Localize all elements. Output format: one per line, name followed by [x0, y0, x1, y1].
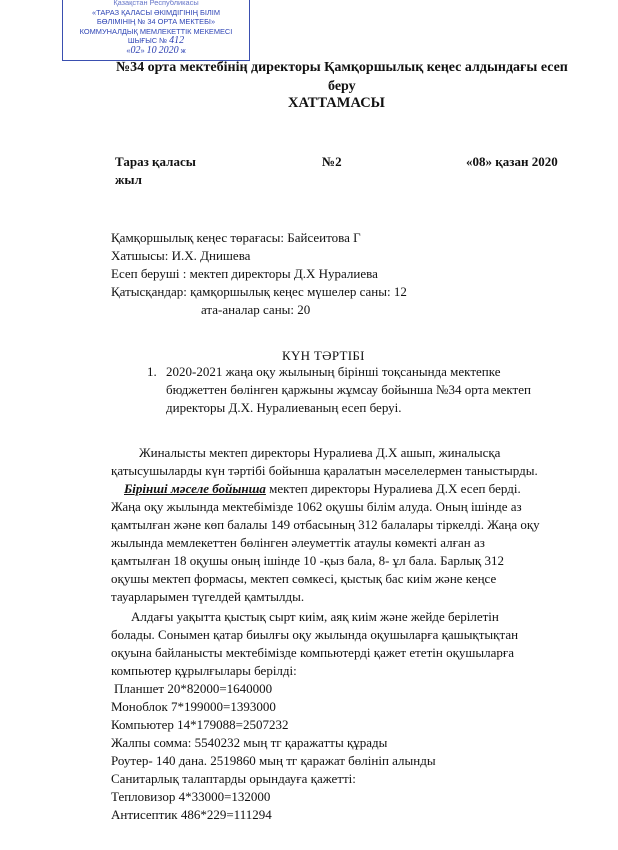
- body-p2-line-1: [124, 480, 521, 499]
- stamp-out-label: ШЫҒЫС №: [127, 36, 168, 45]
- participant-attendees-1: Қатысқандар: қамқоршылық кеңес мүшелер саны: 12: [111, 284, 407, 299]
- stamp-out-value: 412: [169, 35, 185, 46]
- first-issue-label: Бірінші мәселе бойынша: [124, 481, 266, 496]
- stamp-line-3: КОММУНАЛДЫҚ МЕМЛЕКЕТТІК МЕКЕМЕСІ: [79, 26, 233, 36]
- title-line-3: ХАТТАМАСЫ: [288, 95, 385, 111]
- calc-thermal-imager: Тепловизор 4*33000=132000: [111, 789, 271, 804]
- stamp-date-year: 2020: [158, 44, 179, 56]
- body-p3-line-1: Алдағы уақытта қыстық сырт киім, аяқ киім және жейде берілетін: [131, 609, 499, 624]
- meta-city: Тараз қаласы: [115, 154, 196, 169]
- stamp-date-month: 10: [146, 44, 157, 56]
- calc-monoblock: Моноблок 7*199000=1393000: [111, 699, 276, 714]
- title-line-2: беру: [328, 79, 356, 94]
- stamp-date: «02» 10 2020 ж: [126, 44, 186, 56]
- body-p1-line-1: Жиналысты мектеп директоры Нуралиева Д.Х ашып, жиналысқа: [139, 445, 501, 460]
- agenda-heading: КҮН ТӘРТІБІ: [282, 348, 365, 363]
- body-p1-line-2: қатысушыларды күн тәртібі бойынша қаралатын мәселелермен таныстырды.: [111, 463, 538, 478]
- meta-number: №2: [322, 154, 342, 169]
- stamp-line-0: Қазақстан Республикасы: [113, 0, 199, 7]
- body-p2-line-3: қамтылған және көп балалы 149 отбасының 312 балалары тіркелді. Жаңа оқу: [111, 517, 540, 532]
- body-p2-line-6: оқушы мектеп формасы, мектеп сөмкесі, қыстық бас киім және кеңсе: [111, 571, 497, 586]
- agenda-item-number: 1.: [147, 364, 157, 379]
- body-p2-line-5: қамтылған 18 оқушы оның ішінде 10 -қыз бала, 8- ұл бала. Барлық 312: [111, 553, 505, 568]
- official-stamp: [62, 0, 250, 61]
- participant-chair: Қамқоршылық кеңес төрағасы: Байсеитова Г: [111, 230, 361, 245]
- calc-computer: Компьютер 14*179088=2507232: [111, 717, 289, 732]
- meta-year-word: жыл: [115, 172, 142, 187]
- calc-tablet: Планшет 20*82000=1640000: [114, 681, 273, 696]
- calc-sanitary-heading: Санитарлық талаптарды орындауға қажетті:: [111, 771, 356, 786]
- meta-date: «08» қазан 2020: [466, 154, 558, 169]
- body-p3-line-2: болады. Сонымен қатар биылғы оқу жылында оқушыларға қашықтықтан: [111, 627, 519, 642]
- calc-antiseptic: Антисептик 486*229=111294: [111, 807, 272, 822]
- agenda-item-line-3: директоры Д.Х. Нуралиеваның есеп беруі.: [166, 400, 402, 415]
- stamp-line-1: «ТАРАЗ ҚАЛАСЫ ӘКІМДІГІНІҢ БІЛІМ: [92, 7, 220, 17]
- stamp-date-day: 02: [130, 44, 141, 56]
- agenda-item-line-2: бюджеттен бөлінген қаржыны жұмсау бойынша №34 орта мектеп: [166, 382, 531, 397]
- calc-router: Роутер- 140 дана. 2519860 мың тг қаражат бөлініп алынды: [111, 753, 436, 768]
- participant-attendees-2: ата-аналар саны: 20: [201, 302, 311, 317]
- title-line-1: №34 орта мектебінің директоры Қамқоршылық кеңес алдындағы есеп: [116, 60, 568, 75]
- calc-total: Жалпы сомма: 5540232 мың тг қаражатты құрады: [111, 735, 388, 750]
- stamp-date-suffix: ж: [180, 45, 186, 55]
- body-p3-line-3: оқуына байланысты мектебімізде компьютерді қажет ететін оқушыларға: [111, 645, 514, 660]
- body-p2-line-2: Жаңа оқу жылында мектебімізде 1062 оқушы білім алуда. Оның ішінде аз: [111, 499, 522, 514]
- stamp-line-2: БӨЛІМІНІҢ № 34 ОРТА МЕКТЕБІ»: [96, 17, 216, 26]
- participant-reporter: Есеп беруші : мектеп директоры Д.Х Нуралиева: [111, 266, 378, 281]
- participant-secretary: Хатшысы: И.Х. Днишева: [111, 248, 251, 263]
- body-p2-line-4: жылында мемлекеттен бөлінген әлеуметтік атаулы көмекті алған аз: [111, 535, 485, 550]
- body-p3-line-4: компьютер құрылғылары берілді:: [111, 663, 297, 678]
- agenda-item-line-1: 2020-2021 жаңа оқу жылының бірінші тоқсанында мектепке: [166, 364, 501, 379]
- body-p2-line-1-rest: мектеп директоры Нуралиева Д.Х есеп берді.: [265, 481, 521, 496]
- body-p2-line-7: тауарларымен түгелдей қамтылды.: [111, 589, 305, 604]
